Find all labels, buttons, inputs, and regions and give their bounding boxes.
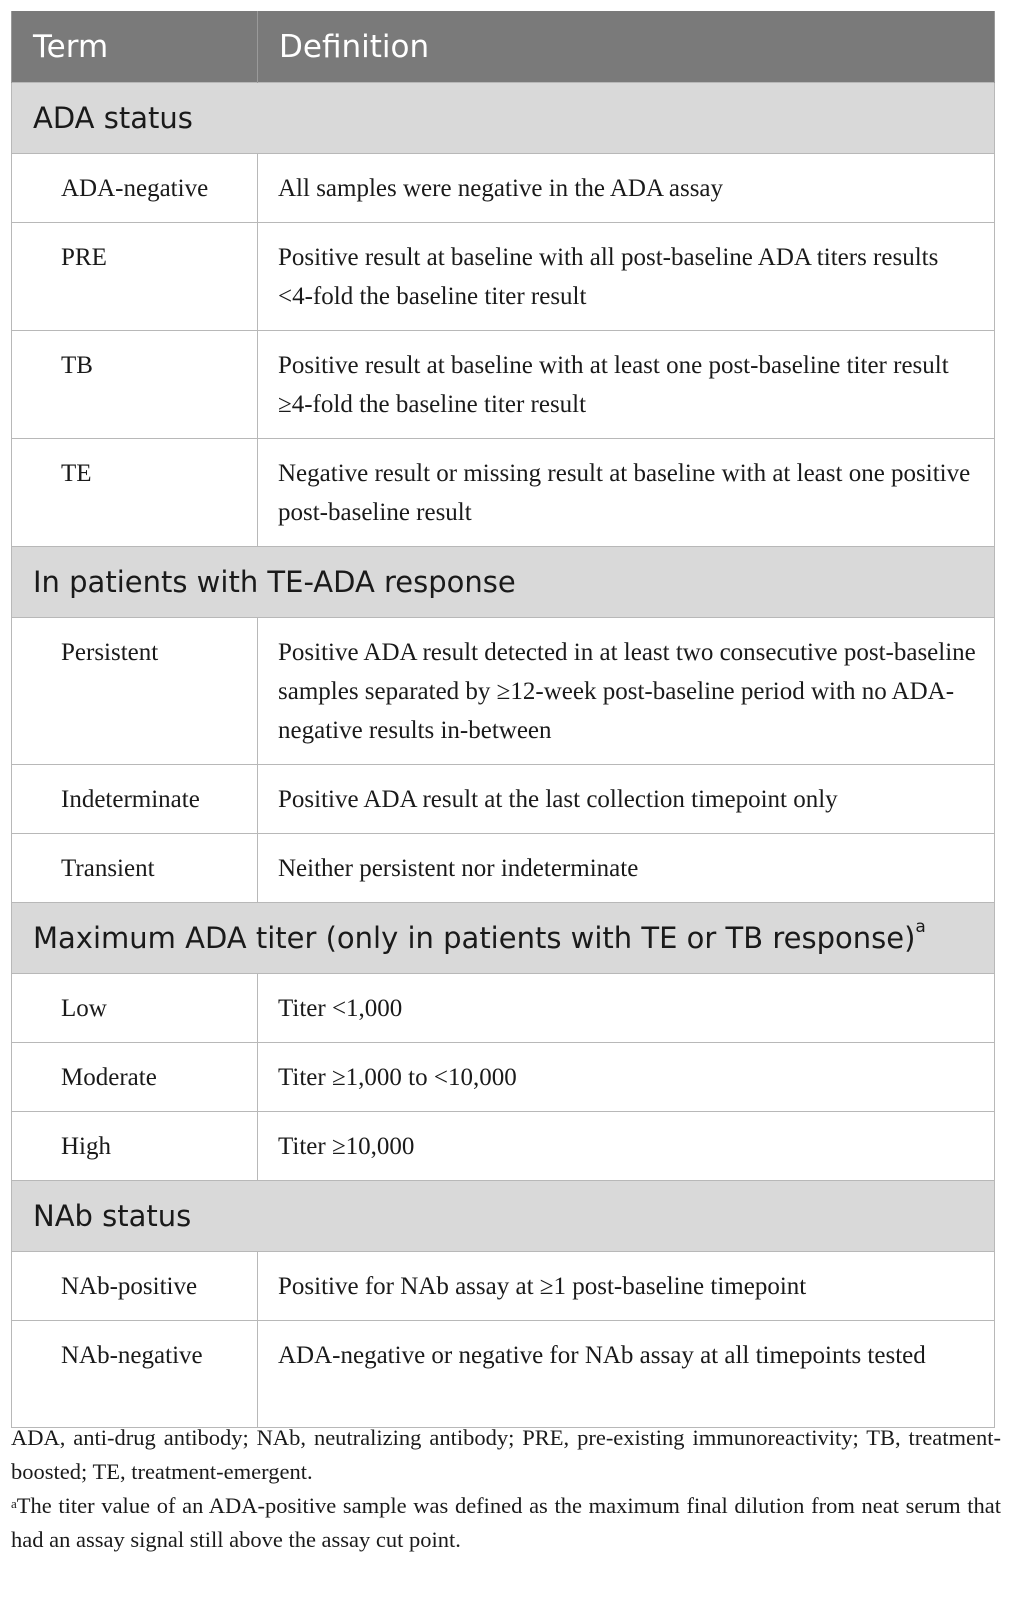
section-title [12,903,995,974]
definitions-table-container [11,11,994,1428]
term-cell: TB [12,331,258,439]
header-term: Term [12,11,258,83]
table-row [12,439,995,547]
section-title [12,83,995,154]
section-title-text: ADA status [33,101,193,135]
table-row [12,1043,995,1112]
term-cell: Indeterminate [12,765,258,834]
section-title [12,1181,995,1252]
term-cell: Persistent [12,618,258,765]
section-title-text: NAb status [33,1199,192,1233]
header-definition: Definition [258,11,995,83]
definition-cell: Positive ADA result detected in at least two consecutive post-baseline samples separated by ≥12-week post-baseline period with no ADA-negative results in-between [258,618,995,765]
definition-cell: Titer ≥10,000 [258,1112,995,1181]
term-cell: TE [12,439,258,547]
definition-cell: ADA-negative or negative for NAb assay at all timepoints tested [258,1321,995,1428]
term-cell: Transient [12,834,258,903]
section-title-text: Maximum ADA titer (only in patients with TE or TB response) [33,921,916,955]
table-row [12,154,995,223]
section-row-te-ada-response [12,547,995,618]
term-cell: NAb-positive [12,1252,258,1321]
table-row [12,765,995,834]
section-title [12,547,995,618]
term-cell: ADA-negative [12,154,258,223]
definition-cell: Neither persistent nor indeterminate [258,834,995,903]
section-row-maximum-ada-titer [12,903,995,974]
term-cell: Low [12,974,258,1043]
footnote-marker: a [11,1496,17,1511]
footnote-text: The titer value of an ADA-positive sample was defined as the maximum final dilution from neat serum that had an assay signal still above the assay cut point. [11,1493,1001,1552]
term-cell: NAb-negative [12,1321,258,1428]
section-title-sup: a [915,917,926,937]
table-row [12,331,995,439]
table-row [12,1321,995,1428]
header-row [12,11,995,83]
table-row [12,1112,995,1181]
abbreviations-footnote: ADA, anti-drug antibody; NAb, neutralizing antibody; PRE, pre-existing immunoreactivity; TB, treatment-boosted; TE, treatment-emergent. [11,1425,1001,1484]
definition-cell: Positive result at baseline with at least one post-baseline titer result ≥4-fold the baseline titer result [258,331,995,439]
table-row [12,834,995,903]
section-title-text: In patients with TE-ADA response [33,565,516,599]
definition-cell: All samples were negative in the ADA assay [258,154,995,223]
definition-cell: Titer ≥1,000 to <10,000 [258,1043,995,1112]
table-footnotes [11,1421,1001,1557]
section-row-ada-status [12,83,995,154]
definition-cell: Titer <1,000 [258,974,995,1043]
definition-cell: Positive result at baseline with all post-baseline ADA titers results <4-fold the baseline titer result [258,223,995,331]
titer-footnote [11,1489,1001,1557]
table-row [12,618,995,765]
definition-cell: Negative result or missing result at baseline with at least one positive post-baseline result [258,439,995,547]
term-cell: PRE [12,223,258,331]
term-cell: Moderate [12,1043,258,1112]
definition-cell: Positive ADA result at the last collection timepoint only [258,765,995,834]
term-cell: High [12,1112,258,1181]
table-row [12,1252,995,1321]
section-row-nab-status [12,1181,995,1252]
table-row [12,974,995,1043]
definitions-table [11,11,995,1428]
table-row [12,223,995,331]
definition-cell: Positive for NAb assay at ≥1 post-baseline timepoint [258,1252,995,1321]
